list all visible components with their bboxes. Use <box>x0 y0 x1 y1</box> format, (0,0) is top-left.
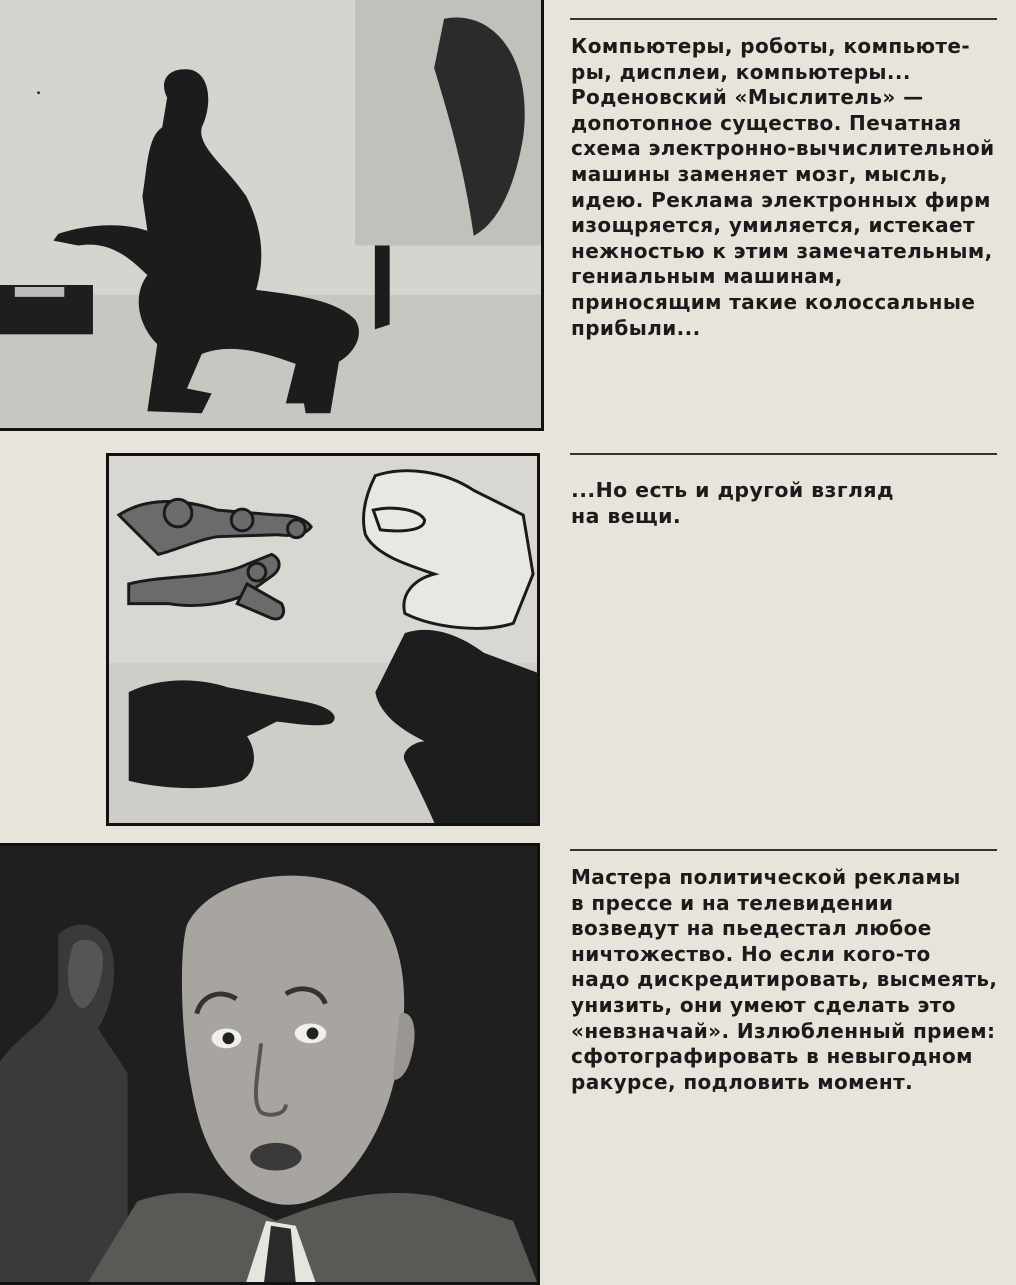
caption-line: прибыли... <box>571 315 701 340</box>
caption-line: приносящим такие колоссальные <box>571 289 976 314</box>
divider-rule-1 <box>570 18 997 20</box>
caption-line: на вещи. <box>571 503 682 528</box>
caption-line: ничтожество. Но если кого-то <box>571 941 931 966</box>
caption-line: Компьютеры, роботы, компьюте- <box>571 34 971 58</box>
caption-line: Мастера политической рекламы <box>571 865 961 889</box>
caption-computers <box>571 34 997 341</box>
caption-line: в прессе и на телевидении <box>571 890 894 915</box>
caption-political-advertising <box>571 865 997 1095</box>
caption-line: нежностью к этим замечательным, <box>571 238 993 263</box>
caption-line: ры, дисплеи, компьютеры... <box>571 59 911 84</box>
caption-line: ракурсе, подловить момент. <box>571 1069 914 1094</box>
caption-line: возведут на пьедестал любое <box>571 916 932 941</box>
caption-line: ...Но есть и другой взгляд <box>571 478 894 502</box>
caption-line: машины заменяет мозг, мысль, <box>571 161 948 186</box>
photo-robot-and-human-hands <box>106 453 540 826</box>
photo-thinker-at-computer <box>0 0 544 431</box>
divider-rule-3 <box>570 849 997 851</box>
divider-rule-2 <box>570 453 997 455</box>
caption-line: Роденовский «Мыслитель» — <box>571 85 924 110</box>
photo-startled-man <box>0 843 540 1285</box>
caption-line: сфотографировать в невыгодном <box>571 1044 973 1069</box>
caption-line: «невзначай». Излюбленный прием: <box>571 1018 996 1043</box>
caption-line: идею. Реклама электронных фирм <box>571 187 991 212</box>
caption-line: изощряется, умиляется, истекает <box>571 213 976 238</box>
caption-line: допотопное существо. Печатная <box>571 110 962 135</box>
caption-line: схема электронно-вычислительной <box>571 136 995 161</box>
caption-line: надо дискредитировать, высмеять, <box>571 967 998 992</box>
caption-line: унизить, они умеют сделать это <box>571 992 956 1017</box>
caption-line: гениальным машинам, <box>571 264 843 289</box>
caption-another-view <box>571 478 997 529</box>
